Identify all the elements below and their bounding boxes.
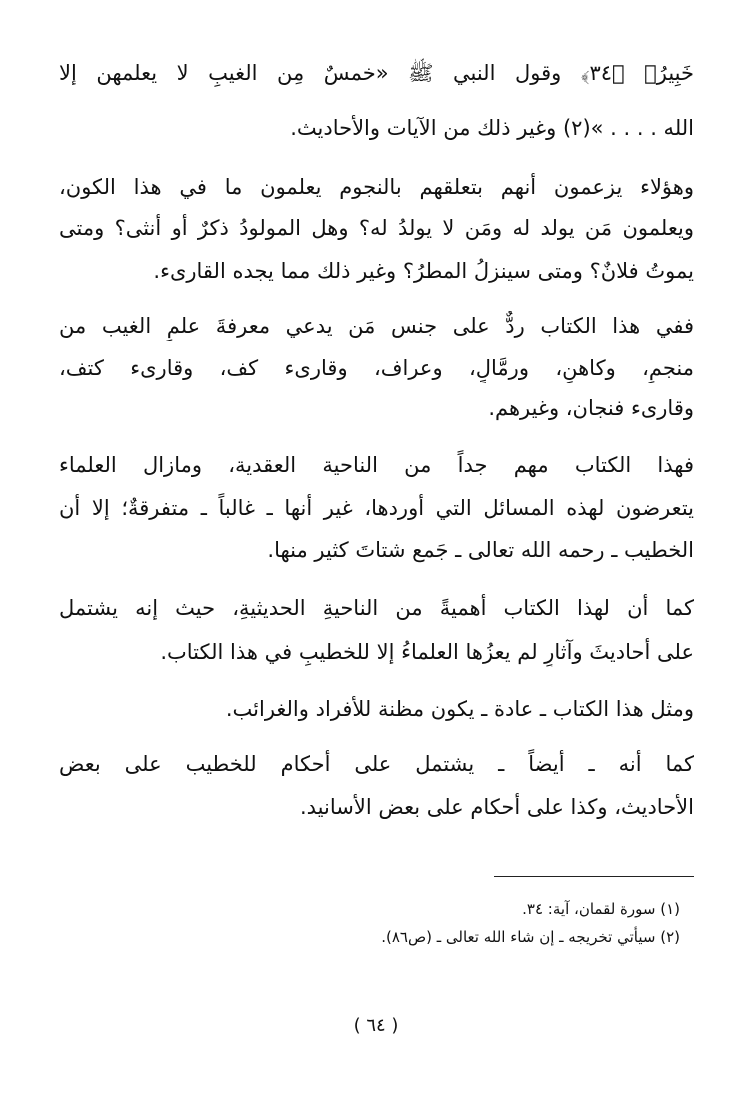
body-line-16: الأحاديث، وكذا على أحكام على بعض الأسانيد.: [299, 795, 694, 819]
footnote-1: (١) سورة لقمان، آية: ٣٤.: [522, 900, 680, 918]
body-line-4: ويعلمون مَن يولد له ومَن لا يولدُ له؟ وهل المولودُ ذكرٌ أو أنثى؟ ومتى: [59, 216, 694, 240]
body-line-13: على أحاديثَ وآثارٍ لم يعزُها العلماءُ إلا للخطيبِ في هذا الكتاب.: [160, 640, 694, 664]
body-line-6: ففي هذا الكتاب ردٌّ على جنس مَن يدعي معرفةَ علمِ الغيب من: [59, 314, 694, 338]
footnote-2: (٢) سيأتي تخريجه ـ إن شاء الله تعالى ـ (ص٨٦).: [381, 928, 680, 946]
body-line-3: وهؤلاء يزعمون أنهم بتعلقهم بالنجوم يعلمون ما في هذا الكون،: [59, 175, 694, 199]
body-line-9: فهذا الكتاب مهم جداً من الناحية العقدية، ومازال العلماء: [59, 453, 694, 477]
body-line-12: كما أن لهذا الكتاب أهميةً من الناحيةِ الحديثيةِ، حيث إنه يشتمل: [59, 596, 694, 620]
body-line-2: الله . . . . »(٢) وغير ذلك من الآيات والأحاديث.: [290, 116, 694, 140]
body-line-8: وقارىء فنجان، وغيرهم.: [488, 396, 694, 420]
body-line-15: كما أنه ـ أيضاً ـ يشتمل على أحكام للخطيب على بعض: [59, 752, 694, 776]
body-line-11: الخطيب ـ رحمه الله تعالى ـ جَمع شتاتَ كثير منها.: [267, 538, 694, 562]
body-line-10: يتعرضون لهذه المسائل التي أوردها، غير أنها ـ غالباً ـ متفرقةٌ؛ إلا أن: [59, 496, 694, 520]
body-line-5: يموتُ فلانٌ؟ ومتى سينزلُ المطرُ؟ وغير ذلك مما يجده القارىء.: [153, 259, 694, 283]
body-line-7: منجمٍ، وكاهنٍ، ورمَّالٍ، وعراف، وقارىء كف، وقارىء كتف،: [59, 356, 694, 380]
page-number: ( ٦٤ ): [353, 1015, 399, 1036]
body-line-1: خَبِيرُۢ ﴿٣٤﴾ وقول النبي ﷺ «خمسٌ مِن الغيبِ لا يعلمهن إلا: [59, 61, 694, 85]
body-line-14: ومثل هذا الكتاب ـ عادة ـ يكون مظنة للأفراد والغرائب.: [225, 697, 694, 721]
footnote-separator: [494, 876, 694, 877]
